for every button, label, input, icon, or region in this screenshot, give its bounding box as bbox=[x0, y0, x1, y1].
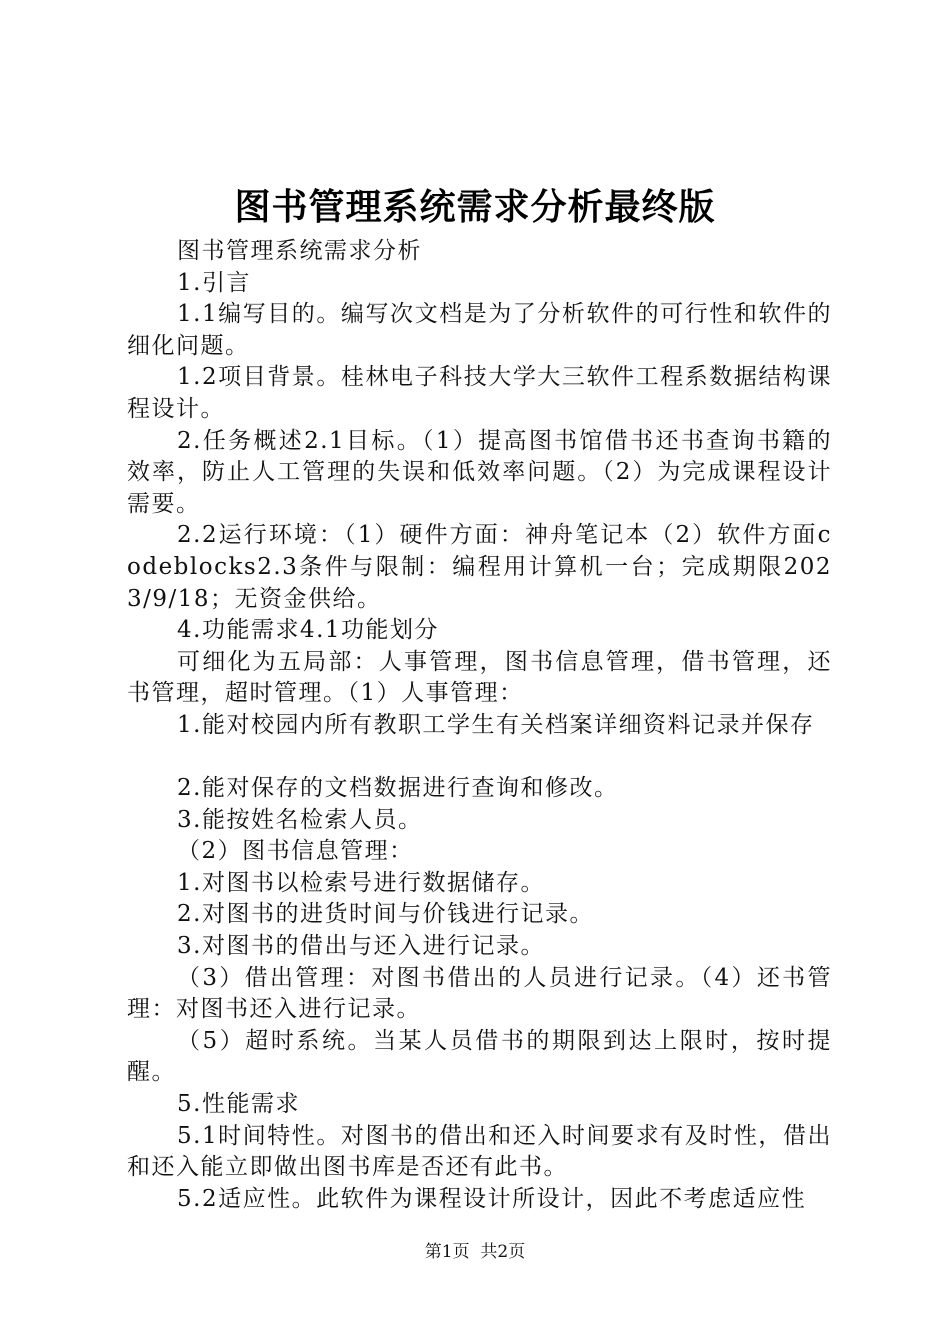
page-footer bbox=[0, 1240, 950, 1264]
paragraph-book-info-heading: （2）图书信息管理： bbox=[177, 838, 414, 865]
paragraph-subtitle: 图书管理系统需求分析 bbox=[177, 238, 422, 264]
page-number-label: 第1页 共2页 bbox=[424, 1242, 526, 1262]
paragraph-lending-return: （3）借出管理：对图书借出的人员进行记录。（4）还书管理：对图书还入进行记录。 bbox=[127, 964, 832, 1023]
paragraph-performance-heading: 5.性能需求 bbox=[177, 1091, 300, 1118]
paragraph-time-characteristic: 5.1时间特性。对图书的借出和还入时间要求有及时性，借出和还入能立即做出图书库是否还有此书。 bbox=[127, 1122, 832, 1181]
document-title: 图书管理系统需求分析最终版 bbox=[234, 187, 716, 228]
paragraph-adaptability: 5.2适应性。此软件为课程设计所设计，因此不考虑适应性 bbox=[177, 1185, 807, 1212]
paragraph-personnel-2: 2.能对保存的文档数据进行查询和修改。 bbox=[177, 775, 619, 802]
paragraph-function-division: 可细化为五局部：人事管理，图书信息管理，借书管理，还书管理，超时管理。（1）人事管理： bbox=[127, 648, 832, 707]
paragraph-purpose: 1.1编写目的。编写次文档是为了分析软件的可行性和软件的细化问题。 bbox=[127, 301, 832, 359]
paragraph-environment: 2.2运行环境：（1）硬件方面：神舟笔记本（2）软件方面codeblocks2.3条件与限制：编程用计算机一台；完成期限2023/9/18；无资金供给。 bbox=[127, 522, 832, 612]
paragraph-task-overview: 2.任务概述2.1目标。（1）提高图书馆借书还书查询书籍的效率，防止人工管理的失误和低效率问题。（2）为完成课程设计需要。 bbox=[127, 427, 832, 517]
paragraph-book-info-1: 1.对图书以检索号进行数据储存。 bbox=[177, 869, 545, 896]
document-body bbox=[127, 236, 832, 1215]
paragraph-book-info-3: 3.对图书的借出与还入进行记录。 bbox=[177, 933, 545, 960]
paragraph-personnel-3: 3.能按姓名检索人员。 bbox=[177, 806, 423, 833]
paragraph-book-info-2: 2.对图书的进货时间与价钱进行记录。 bbox=[177, 901, 594, 928]
paragraph-personnel-1: 1.能对校园内所有教职工学生有关档案详细资料记录并保存 bbox=[177, 711, 815, 738]
paragraph-background: 1.2项目背景。桂林电子科技大学大三软件工程系数据结构课程设计。 bbox=[127, 364, 832, 422]
paragraph-overdue: （5）超时系统。当某人员借书的期限到达上限时，按时提醒。 bbox=[127, 1027, 832, 1086]
paragraph-function-heading: 4.功能需求4.1功能划分 bbox=[177, 617, 440, 644]
paragraph-intro-heading: 1.引言 bbox=[177, 269, 251, 296]
